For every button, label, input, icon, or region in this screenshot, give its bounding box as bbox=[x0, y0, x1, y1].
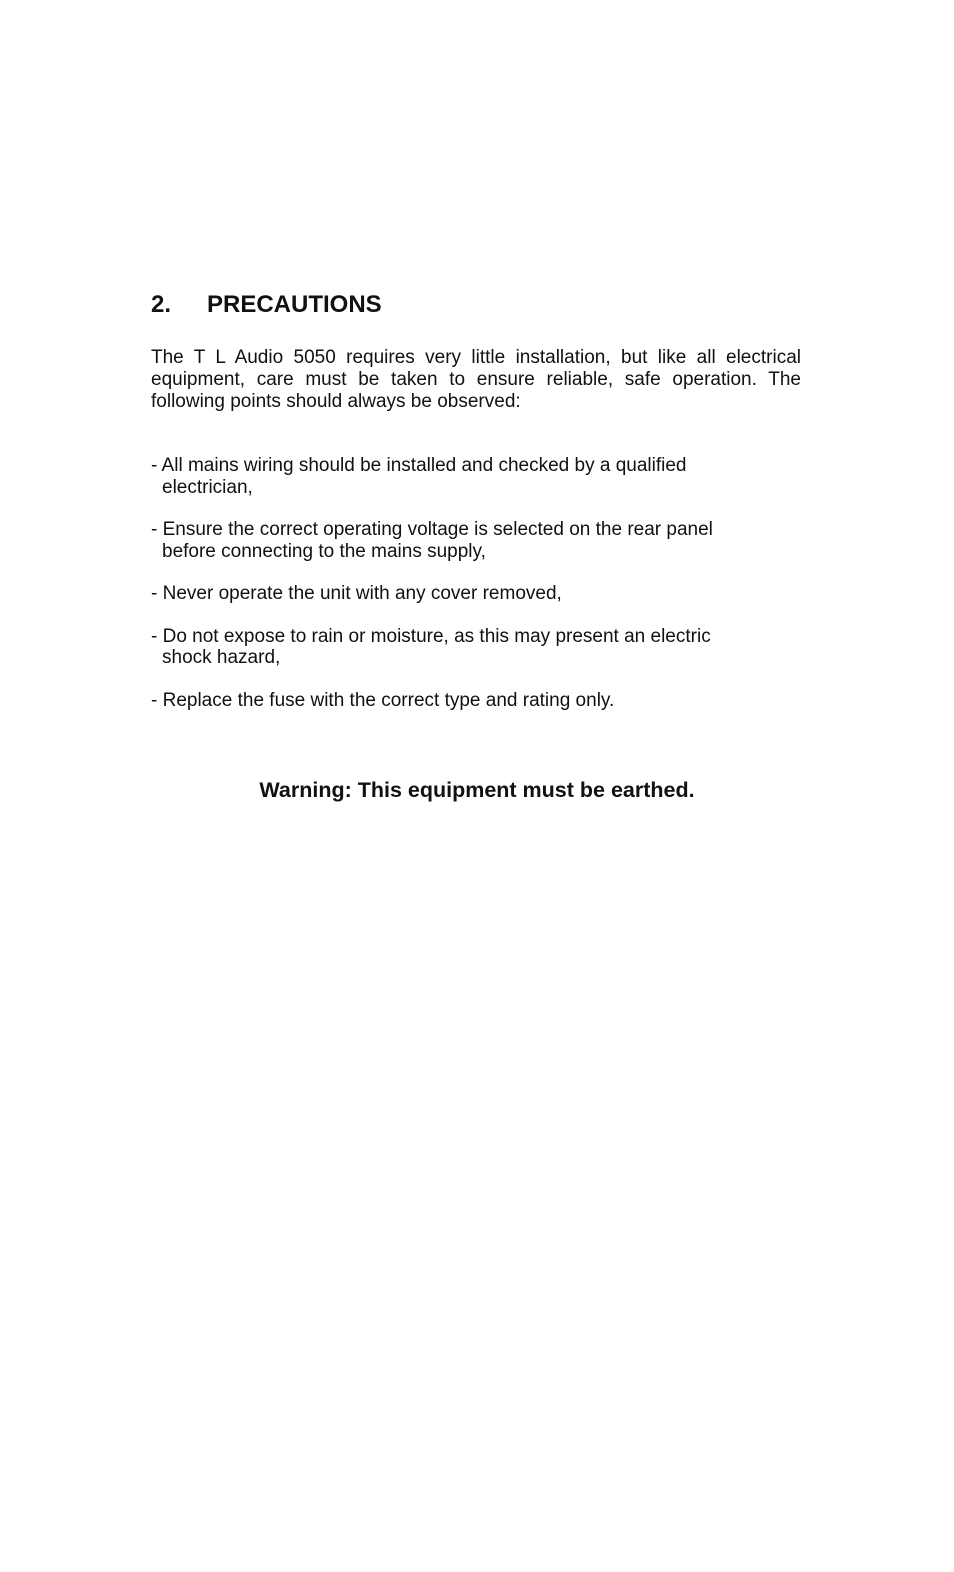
list-item: - Replace the fuse with the correct type and rating only. bbox=[151, 689, 615, 711]
list-item: - Never operate the unit with any cover removed, bbox=[151, 583, 562, 604]
section-heading bbox=[151, 290, 382, 320]
section-number: 2. bbox=[151, 291, 172, 318]
list-item: - All mains wiring should be installed and checked by a qualified electrician, bbox=[151, 455, 687, 498]
section-title: PRECAUTIONS bbox=[207, 291, 382, 318]
list-item: - Ensure the correct operating voltage is selected on the rear panel before connecting to the mains supply, bbox=[151, 519, 713, 562]
list-item: - Do not expose to rain or moisture, as this may present an electric shock hazard, bbox=[151, 625, 711, 668]
earthing-warning: Warning: This equipment must be earthed. bbox=[259, 778, 695, 802]
intro-paragraph: The T L Audio 5050 requires very little installation, but like all electrical equipment, care must be taken to ensure reliable, safe operation. The following points should always be observed: bbox=[151, 347, 801, 412]
precautions-list bbox=[151, 455, 751, 711]
